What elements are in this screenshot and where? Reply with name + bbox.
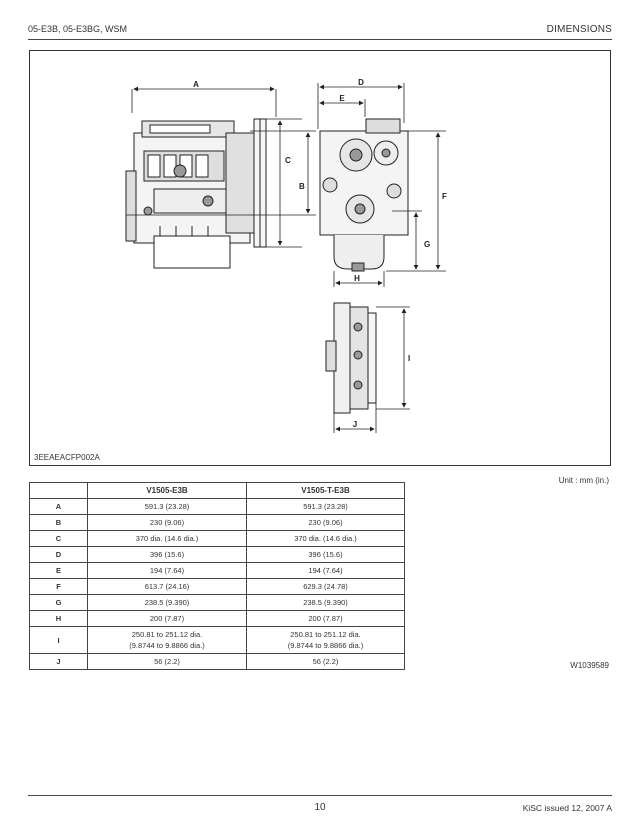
- page-footer: [28, 795, 612, 815]
- label-G: G: [424, 240, 431, 249]
- header-section-title: DIMENSIONS: [546, 24, 612, 35]
- page-header: [28, 24, 612, 40]
- header-blank: [30, 483, 88, 499]
- dimension-figure: [29, 50, 611, 466]
- engine-dimension-drawing: [30, 51, 610, 465]
- table-row: [30, 595, 405, 611]
- label-D: D: [358, 78, 364, 87]
- cell-v1505-t-e3b: 591.3 (23.28): [247, 499, 405, 515]
- cell-v1505-t-e3b: 238.5 (9.390): [247, 595, 405, 611]
- row-label: A: [30, 499, 88, 515]
- header-models: 05-E3B, 05-E3BG, WSM: [28, 24, 128, 34]
- row-label: I: [30, 627, 88, 654]
- cell-v1505-t-e3b: 200 (7.87): [247, 611, 405, 627]
- header-v1505-t-e3b: V1505-T-E3B: [247, 483, 405, 499]
- row-label: B: [30, 515, 88, 531]
- cell-v1505-t-e3b: 56 (2.2): [247, 654, 405, 670]
- cell-line: 250.81 to 251.12 dia.: [290, 630, 361, 639]
- table-row: [30, 627, 405, 654]
- table-header-row: [30, 483, 405, 499]
- cell-v1505-t-e3b: 194 (7.64): [247, 563, 405, 579]
- cell-line: (9.8744 to 9.8866 dia.): [287, 641, 364, 650]
- label-J: J: [352, 420, 358, 429]
- cell-v1505-t-e3b: 396 (15.6): [247, 547, 405, 563]
- cell-v1505-e3b: 591.3 (23.28): [88, 499, 247, 515]
- row-label: H: [30, 611, 88, 627]
- cell-v1505-e3b: 238.5 (9.390): [88, 595, 247, 611]
- row-label: E: [30, 563, 88, 579]
- label-C: C: [285, 156, 291, 165]
- flywheel-housing-view: [326, 303, 376, 413]
- cell-v1505-t-e3b: [247, 627, 405, 654]
- figure-code: 3EEAEACFP002A: [34, 453, 100, 462]
- cell-v1505-t-e3b: 230 (9.06): [247, 515, 405, 531]
- row-label: J: [30, 654, 88, 670]
- cell-v1505-e3b: 56 (2.2): [88, 654, 247, 670]
- cell-line: 250.81 to 251.12 dia.: [131, 630, 203, 639]
- table-row: [30, 531, 405, 547]
- label-A: A: [193, 80, 199, 89]
- cell-v1505-t-e3b: 370 dia. (14.6 dia.): [247, 531, 405, 547]
- label-B: B: [299, 182, 305, 191]
- page-number: 10: [314, 802, 326, 813]
- table-row: [30, 499, 405, 515]
- cell-v1505-e3b: 200 (7.87): [88, 611, 247, 627]
- table-row: [30, 563, 405, 579]
- cell-v1505-e3b: 194 (7.64): [88, 563, 247, 579]
- table-row: [30, 611, 405, 627]
- row-label: F: [30, 579, 88, 595]
- cell-v1505-e3b: 396 (15.6): [88, 547, 247, 563]
- label-I: I: [408, 354, 411, 363]
- row-label: D: [30, 547, 88, 563]
- engine-front-view: [320, 119, 408, 271]
- cell-v1505-e3b: 370 dia. (14.6 dia.): [88, 531, 247, 547]
- row-label: G: [30, 595, 88, 611]
- cell-line: (9.8744 to 9.8866 dia.): [129, 641, 205, 650]
- document-code: W1039589: [570, 661, 609, 670]
- row-label: C: [30, 531, 88, 547]
- cell-v1505-e3b: 613.7 (24.16): [88, 579, 247, 595]
- table-row: [30, 547, 405, 563]
- label-E: E: [339, 94, 345, 103]
- dimensions-table: [29, 482, 405, 670]
- cell-v1505-e3b: [88, 627, 247, 654]
- table-row: [30, 654, 405, 670]
- unit-note: Unit : mm (in.): [558, 476, 609, 485]
- label-H: H: [354, 274, 360, 283]
- cell-v1505-e3b: 230 (9.06): [88, 515, 247, 531]
- header-v1505-e3b: V1505-E3B: [88, 483, 247, 499]
- table-row: [30, 579, 405, 595]
- label-F: F: [442, 192, 447, 201]
- table-row: [30, 515, 405, 531]
- engine-side-view: [126, 119, 266, 268]
- cell-v1505-t-e3b: 629.3 (24.78): [247, 579, 405, 595]
- issue-note: KiSC issued 12, 2007 A: [522, 803, 612, 813]
